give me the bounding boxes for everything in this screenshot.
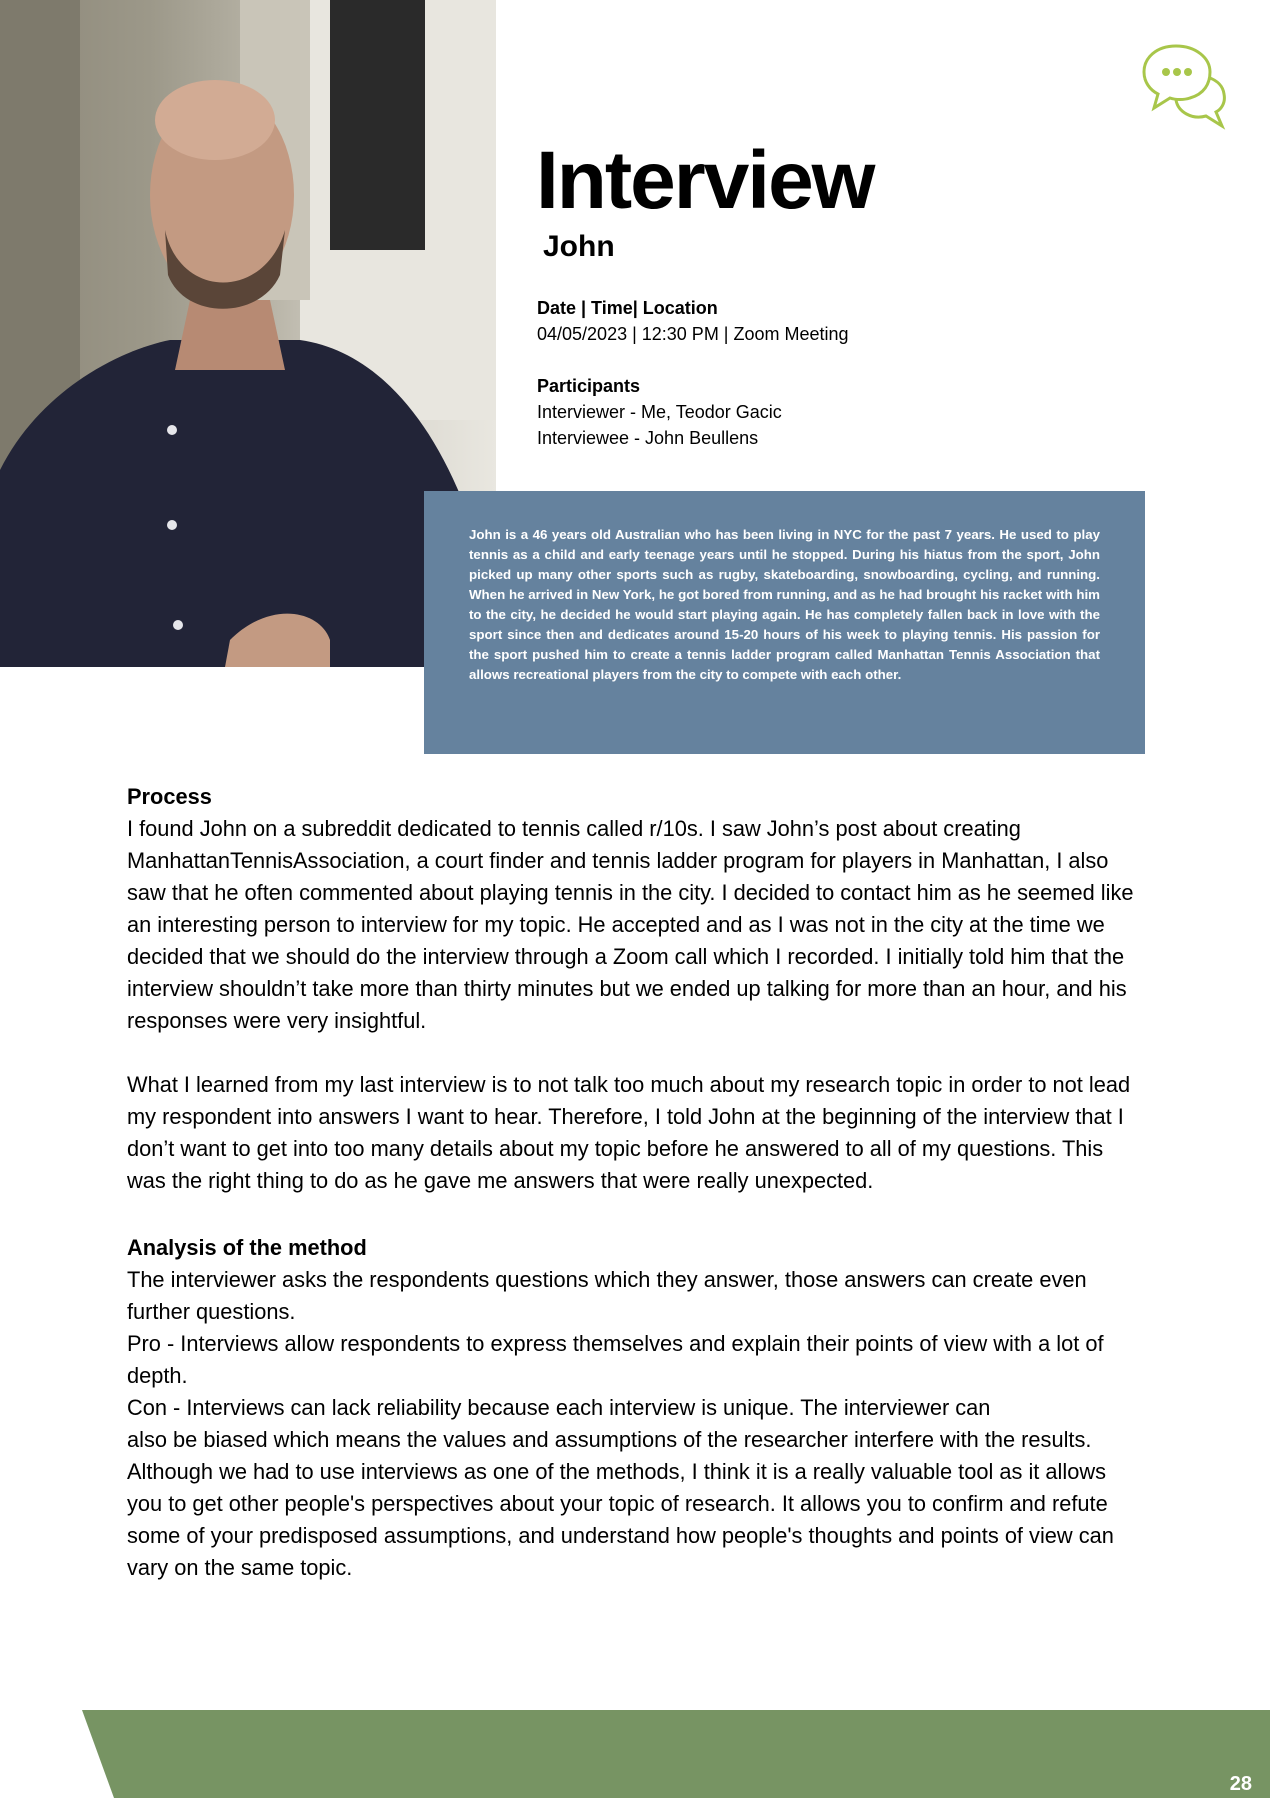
analysis-con-line-2: also be biased which means the values and assumptions of the researcher interfere with the results. bbox=[127, 1427, 1092, 1452]
analysis-con-line-1: Con - Interviews can lack reliability because each interview is unique. The interviewer can bbox=[127, 1395, 991, 1420]
process-section bbox=[127, 781, 1147, 1197]
datetime-value: 04/05/2023 | 12:30 PM | Zoom Meeting bbox=[537, 324, 849, 344]
datetime-label: Date | Time| Location bbox=[537, 298, 718, 318]
chat-bubbles-icon bbox=[1140, 40, 1232, 130]
interviewee-photo bbox=[0, 0, 496, 667]
process-paragraph-1: I found John on a subreddit dedicated to tennis called r/10s. I saw John’s post about creating ManhattanTennisAssociation, a court finder and tennis ladder program for players in Manhattan, I also saw that he often commented about playing tennis in the city. I decided to contact him as he seemed like an interesting person to interview for my topic. He accepted and as I was not in the city at the time we decided that we should do the interview through a Zoom call which I recorded. I initially told him that the interview shouldn’t take more than thirty minutes but we ended up talking for more than an hour, and his responses were very insightful. bbox=[127, 816, 1134, 1033]
analysis-intro: The interviewer asks the respondents questions which they answer, those answers can create even further questions. bbox=[127, 1267, 1087, 1324]
participants-label: Participants bbox=[537, 376, 641, 396]
process-heading: Process bbox=[127, 784, 212, 809]
footer-band bbox=[0, 1710, 1270, 1798]
bio-text: John is a 46 years old Australian who has been living in NYC for the past 7 years. He used to play tennis as a child and early teenage years until he stopped. During his hiatus from the sport, John picked up many other sports such as rugby, skateboarding, snowboarding, cycling, and running. When he arrived in New York, he got bored from running, and as he had brought his racket with him to the city, he decided he would start playing again. He has completely fallen back in love with the sport since then and dedicates around 15-20 hours of his week to playing tennis. His passion for the sport pushed him to create a tennis ladder program called Manhattan Tennis Association that allows recreational players from the city to compete with each other. bbox=[469, 527, 1100, 682]
page-number: 28 bbox=[1229, 1773, 1252, 1795]
analysis-heading: Analysis of the method bbox=[127, 1235, 367, 1260]
bio-box bbox=[424, 491, 1145, 754]
interviewer-line: Interviewer - Me, Teodor Gacic bbox=[537, 402, 782, 422]
interviewee-line: Interviewee - John Beullens bbox=[537, 428, 759, 448]
participants-section bbox=[537, 373, 782, 451]
analysis-conclusion: Although we had to use interviews as one of the methods, I think it is a really valuable tool as it allows you to get other people's perspectives about your topic of research. It allows you to confirm and refute some of your predisposed assumptions, and understand how people's thoughts and points of view can vary on the same topic. bbox=[127, 1459, 1114, 1580]
process-paragraph-2: What I learned from my last interview is to not talk too much about my research topic in order to not lead my respondent into answers I want to hear. Therefore, I told John at the beginning of the interview that I don’t want to get into too many details about my topic before he answered to all of my questions. This was the right thing to do as he gave me answers that were really unexpected. bbox=[127, 1072, 1131, 1193]
datetime-section bbox=[537, 295, 849, 347]
page-title: Interview bbox=[536, 135, 874, 226]
portrait-illustration bbox=[0, 0, 496, 667]
analysis-pro: Pro - Interviews allow respondents to express themselves and explain their points of view with a lot of depth. bbox=[127, 1331, 1104, 1388]
interviewee-name: John bbox=[543, 230, 615, 263]
analysis-section bbox=[127, 1232, 1147, 1584]
